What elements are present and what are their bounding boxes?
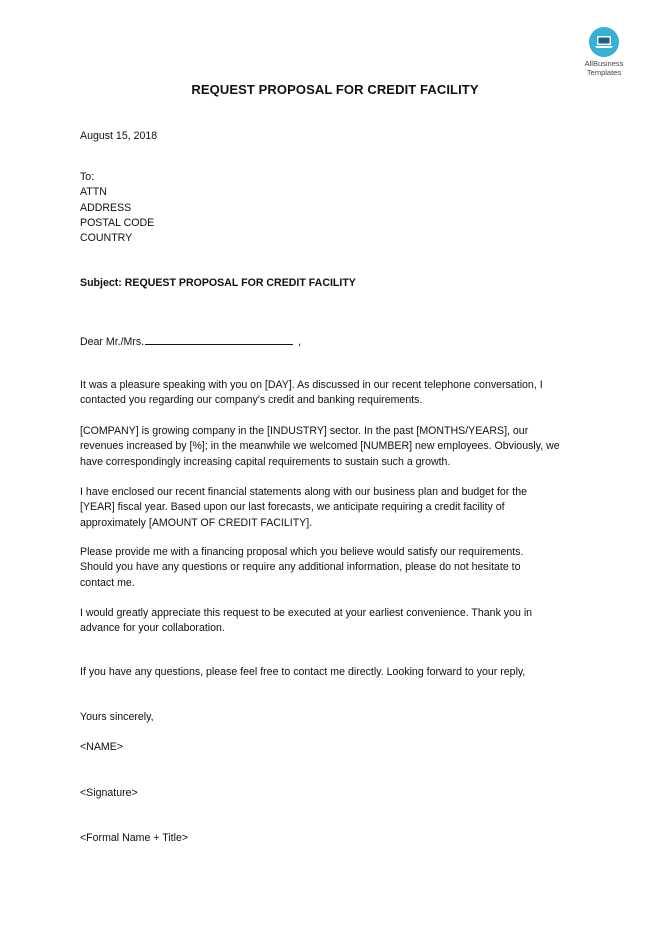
- salutation: [80, 334, 600, 350]
- paragraph-line: approximately [AMOUNT OF CREDIT FACILITY].: [80, 516, 313, 529]
- subject-line: [80, 276, 600, 291]
- paragraph-line: [YEAR] fiscal year. Based upon our last forecasts, we anticipate requiring a credit facility of: [80, 501, 505, 514]
- brand-line-1: AllBusiness: [584, 59, 624, 68]
- sender-name: <NAME>: [80, 741, 123, 753]
- recipient-name-blank: [145, 334, 293, 345]
- subject-text: REQUEST PROPOSAL FOR CREDIT FACILITY: [124, 277, 356, 289]
- subject-label: Subject:: [80, 277, 122, 289]
- paragraph-line: It was a pleasure speaking with you on [DAY]. As discussed in our recent telephone conversation, I: [80, 379, 543, 391]
- recipient-country: COUNTRY: [80, 232, 133, 245]
- paragraph-line: Should you have any questions or require any additional information, please do not hesitate to: [80, 561, 521, 574]
- paragraph-line: I would greatly appreciate this request to be executed at your earliest convenience. Thank you in: [80, 607, 533, 619]
- recipient-to: To:: [80, 171, 95, 183]
- paragraph-2: [80, 424, 600, 470]
- salutation-prefix: Dear Mr./Mrs.: [80, 336, 145, 348]
- salutation-suffix: ,: [298, 336, 302, 348]
- paragraph-line: Please provide me with a financing proposal which you believe would satisfy our requirements.: [80, 546, 524, 558]
- paragraph-6: [80, 665, 600, 680]
- paragraph-3: [80, 485, 600, 531]
- formal-name-title: <Formal Name + Title>: [80, 832, 189, 844]
- paragraph-line: revenues increased by [%]; in the meanwhile we welcomed [NUMBER] new employees. Obviously, we: [80, 440, 560, 453]
- brand-line-2: Templates: [586, 68, 622, 77]
- letter-date: August 15, 2018: [80, 130, 158, 142]
- paragraph-line: advance for your collaboration.: [80, 622, 225, 635]
- recipient-block: [80, 170, 600, 246]
- paragraph-line: If you have any questions, please feel free to contact me directly. Looking forward to your reply,: [80, 666, 526, 678]
- recipient-postal-code: POSTAL CODE: [80, 216, 155, 229]
- paragraph-1: [80, 378, 600, 409]
- paragraph-5: [80, 606, 600, 637]
- paragraph-line: [COMPANY] is growing company in the [INDUSTRY] sector. In the past [MONTHS/YEARS], our: [80, 425, 529, 437]
- recipient-address: ADDRESS: [80, 201, 132, 214]
- recipient-attn: ATTN: [80, 186, 107, 199]
- paragraph-line: I have enclosed our recent financial statements along with our business plan and budget for the: [80, 486, 527, 498]
- paragraph-4: [80, 545, 600, 591]
- paragraph-line: contacted you regarding our company's credit and banking requirements.: [80, 394, 423, 407]
- signature-placeholder: <Signature>: [80, 787, 138, 799]
- document-title: REQUEST PROPOSAL FOR CREDIT FACILITY: [191, 82, 479, 97]
- paragraph-line: contact me.: [80, 576, 135, 589]
- laptop-icon: [589, 27, 619, 57]
- sign-off: Yours sincerely,: [80, 711, 154, 723]
- brand-name: [578, 59, 630, 77]
- paragraph-line: have correspondingly increasing capital requirements to sustain such a growth.: [80, 455, 451, 468]
- brand-logo: [578, 27, 630, 77]
